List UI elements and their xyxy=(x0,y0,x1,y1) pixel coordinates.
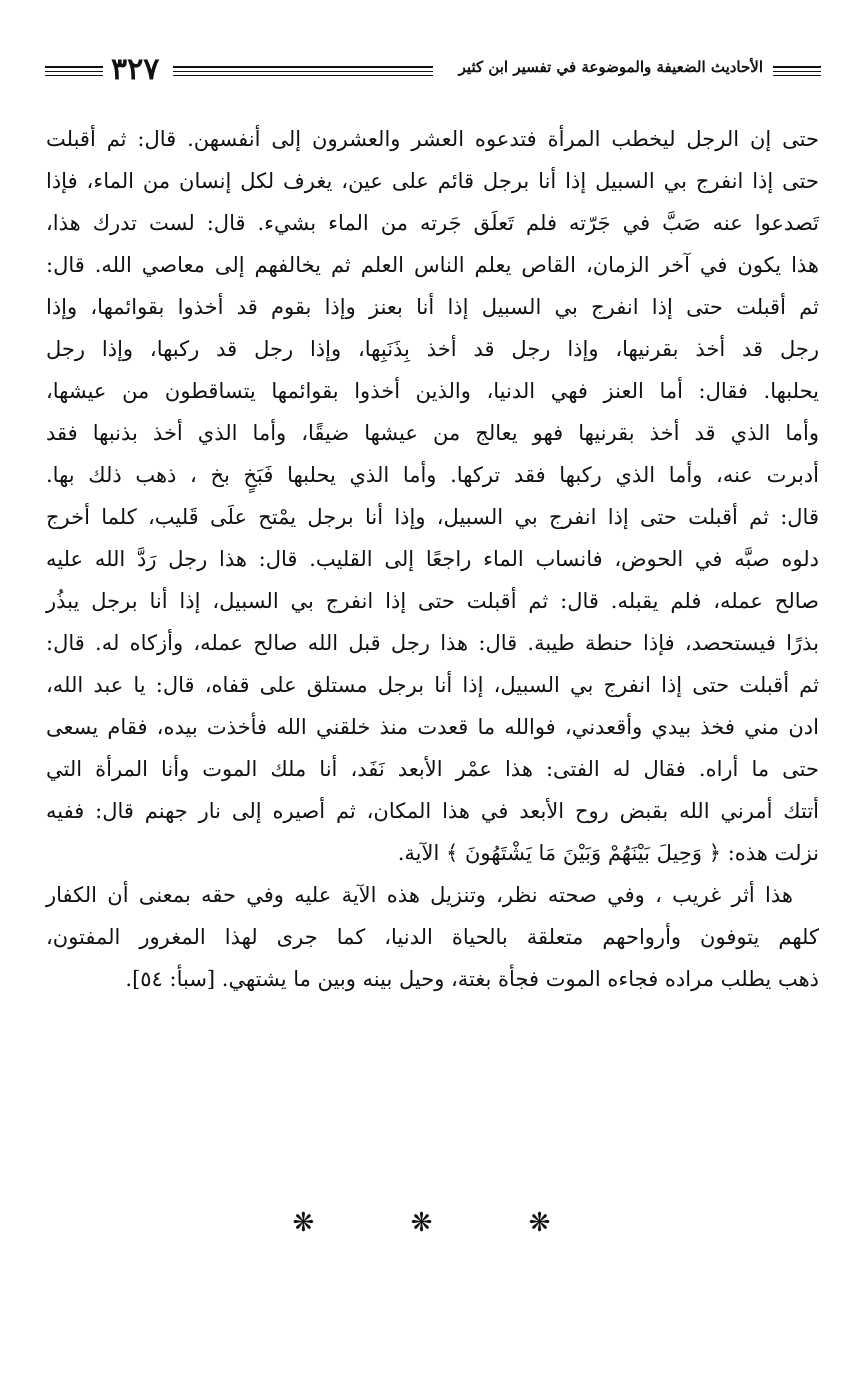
text-line: رجل قد أخذ بقرنيها، وإذا رجل قد أخذ بِذَنَبِها، وإذا رجل قد ركبها، وإذا رجل xyxy=(46,337,819,361)
header-rule-left xyxy=(45,66,103,68)
text-line: ذهب يطلب مراده فجاءه الموت فجأة بغتة، وحيل بينه وبين ما يشتهي. [سبأ: ٥٤]. xyxy=(125,967,819,991)
page-number: ٣٢٧ xyxy=(111,52,160,87)
text-line: ادن مني فخذ بيدي وأقعدني، فوالله ما قعدت منذ خلقني الله فأخذت بيده، فقام يسعى xyxy=(46,715,819,739)
running-header xyxy=(45,52,821,94)
text-line: صالح عمله، فلم يقبله. قال: ثم أقبلت حتى إذا انفرج بي السبيل، إذا أنا برجل يبذُر xyxy=(46,589,819,613)
text-line: هذا أثر غريب ، وفي صحته نظر، وتنزيل هذه الآية عليه وفي حقه بمعنى أن الكفار xyxy=(46,883,793,907)
header-rule-middle xyxy=(173,66,433,68)
text-line: حتى إذا انفرج بي السبيل إذا أنا برجل قائم على عين، يغرف لكل إنسان من الماء، فإذا xyxy=(46,169,819,193)
text-line: ثم أقبلت حتى إذا انفرج بي السبيل إذا أنا بعنز وإذا بقوم قد أخذوا بقوائمها، وإذا xyxy=(46,295,819,319)
text-line: تَصدعوا عنه صَبَّ في جَرّته فلم تَعلَق جَرته من الماء بشيء. قال: لست تدرك هذا، xyxy=(46,211,819,235)
text-line: كلهم يتوفون وأرواحهم متعلقة بالحياة الدنيا، كما جرى لهذا المغرور المفتون، xyxy=(46,925,819,949)
running-title: الأحاديث الضعيفة والموضوعة في تفسير ابن كثير xyxy=(458,58,763,76)
text-line: وأما الذي قد أخذ بقرنيها فهو يعالج من عيشها ضيقًا، وأما الذي أخذ بذنبها فقد xyxy=(46,421,819,445)
text-line-with-verse: نزلت هذه: ﴿ وَحِيلَ بَيْنَهُمْ وَبَيْنَ مَا يَشْتَهُونَ ﴾ الآية. xyxy=(397,841,819,865)
text-line: يحلبها. فقال: أما العنز فهي الدنيا، والذين أخذوا بقوائمها يتساقطون من عيشها، xyxy=(46,379,819,403)
text-line: حتى ما أراه. فقال له الفتى: هذا عمْر الأبعد نَفَد، أنا ملك الموت وأنا المرأة التي xyxy=(46,757,819,781)
header-rule-right xyxy=(773,66,821,68)
text-line: ثم أقبلت حتى إذا انفرج بي السبيل، إذا أنا برجل مستلق على قفاه، قال: يا عبد الله، xyxy=(46,673,819,697)
section-separator: ❋ ❋ ❋ xyxy=(292,1208,595,1238)
commentary-paragraph xyxy=(46,874,819,1000)
narration-paragraph xyxy=(46,118,819,874)
text-line: دلوه صبَّه في الحوض، فانساب الماء راجعًا إلى القليب. قال: هذا رجل رَدَّ الله عليه xyxy=(46,547,819,571)
text-line: أدبرت عنه، وأما الذي ركبها فقد تركها. وأما الذي يحلبها فَبَخٍ بخ ، ذهب ذلك بها. xyxy=(46,463,819,487)
text-line: بذرًا فيستحصد، فإذا حنطة طيبة. قال: هذا رجل قبل الله صالح عمله، وأزكاه له. قال: xyxy=(46,631,819,655)
main-text xyxy=(46,118,819,1000)
text-line: هذا يكون في آخر الزمان، القاص يعلم الناس العلم ثم يخالفهم إلى معاصي الله. قال: xyxy=(46,253,819,277)
text-line: حتى إن الرجل ليخطب المرأة فتدعوه العشر والعشرون إلى أنفسهن. قال: ثم أقبلت xyxy=(46,127,819,151)
text-line: قال: ثم أقبلت حتى إذا انفرج بي السبيل، وإذا أنا برجل يمْتح علَى قَليب، كلما أخرج xyxy=(46,505,819,529)
text-line: أتتك أمرني الله بقبض روح الأبعد في هذا المكان، ثم أصيره إلى نار جهنم قال: ففيه xyxy=(46,799,819,823)
